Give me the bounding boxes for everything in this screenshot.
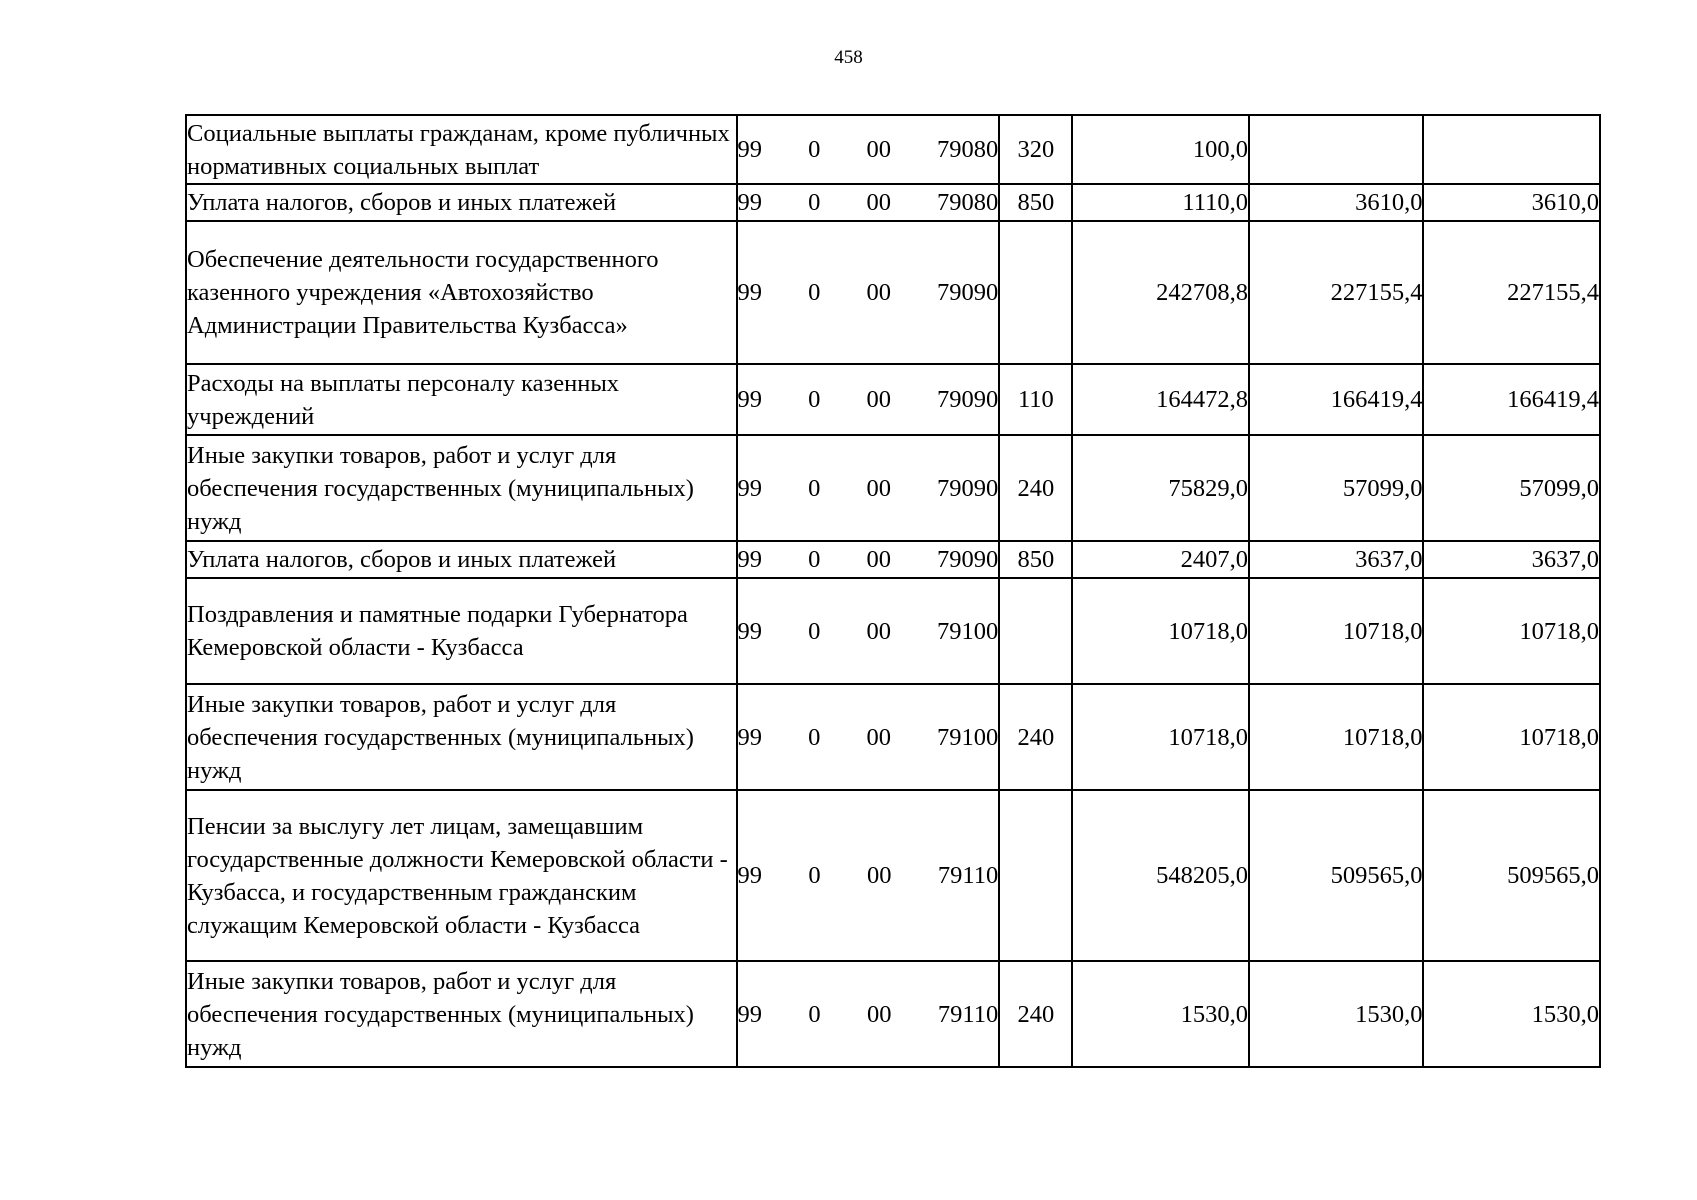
row-value-year2: 227155,4: [1249, 221, 1423, 364]
code-direction: 79080: [937, 136, 999, 163]
row-name: Иные закупки товаров, работ и услуг для обеспечения государственных (муниципальных) нужд: [186, 435, 737, 541]
row-value-year2: [1249, 115, 1423, 184]
row-value-year3: 10718,0: [1423, 684, 1600, 790]
row-value-year1: 2407,0: [1072, 541, 1248, 578]
row-value-year1: 242708,8: [1072, 221, 1248, 364]
row-name: Иные закупки товаров, работ и услуг для обеспечения государственных (муниципальных) нужд: [186, 961, 737, 1067]
code-subprogram: 0: [808, 617, 821, 645]
row-value-year3: 57099,0: [1423, 435, 1600, 541]
code-subprogram: 0: [808, 546, 821, 573]
code-program: 99: [737, 862, 763, 889]
row-value-year3: 3610,0: [1423, 184, 1600, 221]
row-expense-type: 240: [999, 435, 1072, 541]
code-program: 99: [737, 723, 763, 751]
table-row: [186, 578, 1600, 684]
table-row: [186, 684, 1600, 790]
row-name: Иные закупки товаров, работ и услуг для обеспечения государственных (муниципальных) нужд: [186, 684, 737, 790]
row-value-year1: 164472,8: [1072, 364, 1248, 435]
code-program: 99: [737, 189, 763, 216]
code-program: 99: [737, 617, 763, 645]
row-name: Поздравления и памятные подарки Губернатора Кемеровской области - Кузбасса: [186, 578, 737, 684]
row-code: [737, 221, 1000, 364]
row-code: [737, 541, 1000, 578]
table-row: [186, 221, 1600, 364]
table-row: [186, 541, 1600, 578]
row-name: Расходы на выплаты персоналу казенных учреждений: [186, 364, 737, 435]
row-value-year3: 509565,0: [1423, 790, 1600, 961]
code-direction: 79110: [937, 1000, 999, 1028]
table-row: [186, 790, 1600, 961]
page-number: 458: [834, 47, 863, 68]
row-value-year2: 166419,4: [1249, 364, 1423, 435]
table-row: [186, 961, 1600, 1067]
row-name: Уплата налогов, сборов и иных платежей: [186, 541, 737, 578]
row-name: Обеспечение деятельности государственного казенного учреждения «Автохозяйство Администрации Правительства Кузбасса»: [186, 221, 737, 364]
row-code: [737, 961, 1000, 1067]
row-value-year2: 1530,0: [1249, 961, 1423, 1067]
table-row: [186, 435, 1600, 541]
row-expense-type: 240: [999, 961, 1072, 1067]
row-expense-type: [999, 578, 1072, 684]
code-direction: 79100: [937, 723, 999, 751]
code-main-activity: 00: [866, 189, 891, 216]
row-value-year2: 10718,0: [1249, 578, 1423, 684]
row-value-year1: 548205,0: [1072, 790, 1248, 961]
budget-table: [185, 114, 1601, 1068]
code-subprogram: 0: [808, 136, 821, 163]
code-subprogram: 0: [808, 723, 821, 751]
code-main-activity: 00: [867, 1000, 892, 1028]
code-subprogram: 0: [808, 386, 821, 413]
code-direction: 79090: [937, 474, 999, 502]
row-expense-type: 240: [999, 684, 1072, 790]
code-subprogram: 0: [808, 474, 821, 502]
code-program: 99: [737, 386, 763, 413]
row-value-year1: 1530,0: [1072, 961, 1248, 1067]
code-main-activity: 00: [866, 474, 891, 502]
row-value-year3: 166419,4: [1423, 364, 1600, 435]
code-program: 99: [737, 474, 763, 502]
row-code: [737, 184, 1000, 221]
code-program: 99: [737, 279, 763, 306]
row-value-year3: 1530,0: [1423, 961, 1600, 1067]
row-value-year2: 3610,0: [1249, 184, 1423, 221]
row-expense-type: [999, 790, 1072, 961]
row-value-year3: 10718,0: [1423, 578, 1600, 684]
row-code: [737, 115, 1000, 184]
code-subprogram: 0: [808, 862, 821, 889]
row-code: [737, 790, 1000, 961]
table-row: [186, 184, 1600, 221]
row-value-year1: 75829,0: [1072, 435, 1248, 541]
row-code: [737, 684, 1000, 790]
row-value-year3: 3637,0: [1423, 541, 1600, 578]
row-value-year1: 10718,0: [1072, 684, 1248, 790]
code-direction: 79080: [937, 189, 999, 216]
row-value-year1: 100,0: [1072, 115, 1248, 184]
table-row: [186, 364, 1600, 435]
code-main-activity: 00: [866, 279, 891, 306]
row-code: [737, 364, 1000, 435]
code-main-activity: 00: [866, 723, 891, 751]
row-expense-type: [999, 221, 1072, 364]
row-expense-type: 110: [999, 364, 1072, 435]
code-program: 99: [737, 136, 763, 163]
code-subprogram: 0: [808, 279, 821, 306]
row-expense-type: 850: [999, 184, 1072, 221]
code-direction: 79090: [937, 386, 999, 413]
row-value-year2: 509565,0: [1249, 790, 1423, 961]
row-code: [737, 578, 1000, 684]
row-value-year1: 1110,0: [1072, 184, 1248, 221]
row-value-year3: [1423, 115, 1600, 184]
row-value-year2: 3637,0: [1249, 541, 1423, 578]
code-direction: 79100: [937, 617, 999, 645]
code-direction: 79090: [937, 546, 999, 573]
code-main-activity: 00: [866, 617, 891, 645]
row-name: Пенсии за выслугу лет лицам, замещавшим государственные должности Кемеровской области - Кузбасса, и государственным гражданским служащим Кемеровской области - Кузбасса: [186, 790, 737, 961]
code-program: 99: [737, 1000, 763, 1028]
code-main-activity: 00: [866, 386, 891, 413]
code-main-activity: 00: [867, 862, 892, 889]
row-name: Уплата налогов, сборов и иных платежей: [186, 184, 737, 221]
code-main-activity: 00: [866, 136, 891, 163]
row-expense-type: 850: [999, 541, 1072, 578]
row-code: [737, 435, 1000, 541]
row-expense-type: 320: [999, 115, 1072, 184]
code-direction: 79090: [937, 279, 999, 306]
row-value-year2: 10718,0: [1249, 684, 1423, 790]
code-program: 99: [737, 546, 763, 573]
code-subprogram: 0: [808, 1000, 821, 1028]
row-value-year2: 57099,0: [1249, 435, 1423, 541]
row-name: Социальные выплаты гражданам, кроме публичных нормативных социальных выплат: [186, 115, 737, 184]
row-value-year3: 227155,4: [1423, 221, 1600, 364]
row-value-year1: 10718,0: [1072, 578, 1248, 684]
code-main-activity: 00: [866, 546, 891, 573]
table-row: [186, 115, 1600, 184]
code-subprogram: 0: [808, 189, 821, 216]
code-direction: 79110: [937, 862, 999, 889]
